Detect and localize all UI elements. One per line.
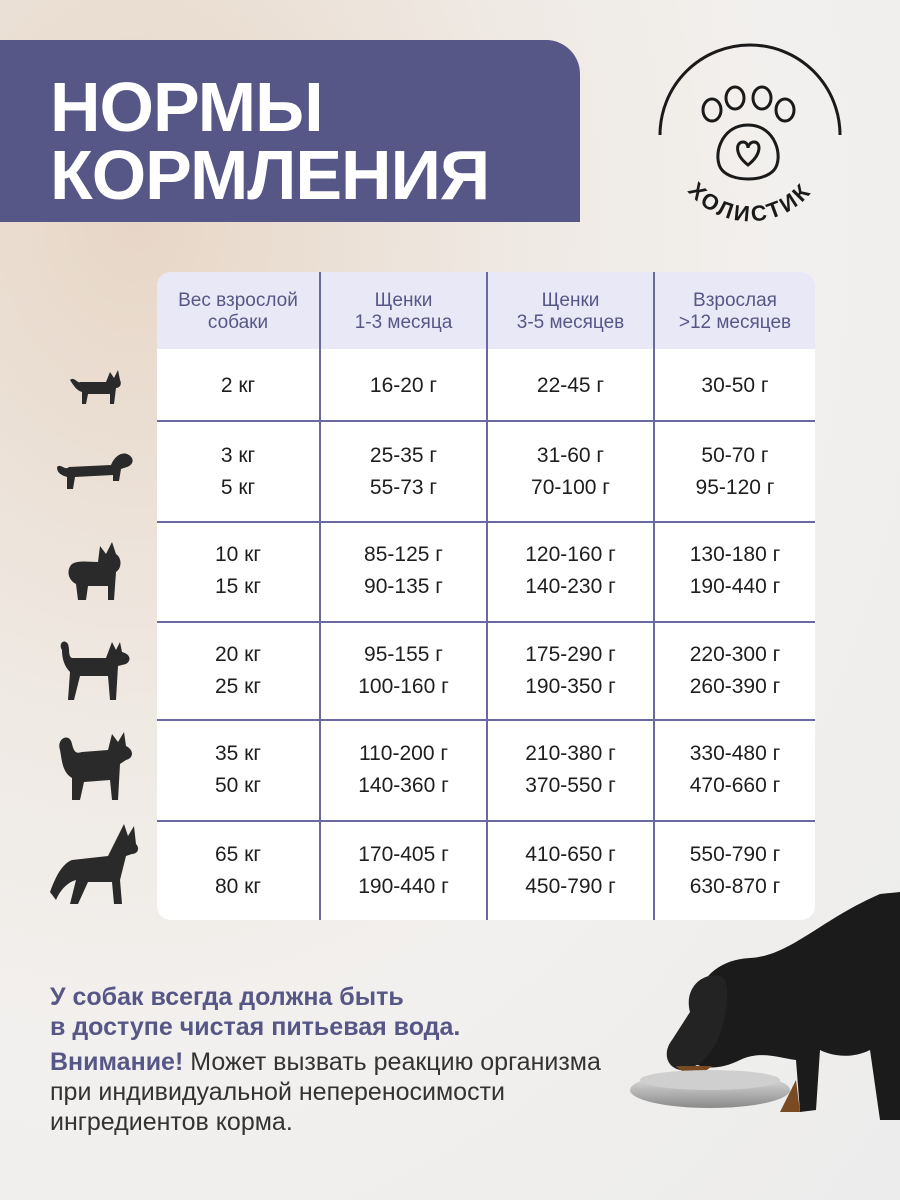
table-row-1-adult: 50-70 г 95-120 г [695, 444, 775, 499]
row-divider [157, 420, 815, 422]
table-row-0-weight: 2 кг [220, 374, 256, 397]
french-bulldog-icon [64, 540, 126, 604]
feeding-table [157, 272, 815, 920]
warning-text: Может вызвать реакцию организма при индивидуальной непереносимости ингредиентов корма. [50, 1048, 601, 1136]
table-row-4-p35: 210-380 г 370-550 г [525, 742, 616, 797]
warning-label: Внимание! [50, 1048, 184, 1076]
table-row-3-weight: 20 кг 25 кг [214, 643, 262, 698]
table-row-4-p13: 110-200 г 140-360 г [358, 742, 449, 797]
header-puppy-3-5: Щенки 3-5 месяцев [516, 290, 625, 333]
brand-name: ХОЛИСТИК [683, 177, 817, 227]
table-row-5-p13: 170-405 г 190-440 г [358, 843, 449, 898]
table-row-1-weight: 3 кг 5 кг [220, 444, 256, 499]
paw-heart-icon [703, 87, 794, 179]
page-title-line2: КОРМЛЕНИЯ [50, 136, 490, 214]
table-row-2-p13: 85-125 г 90-135 г [364, 543, 443, 598]
row-divider [157, 820, 815, 822]
table-row-5-adult: 550-790 г 630-870 г [689, 843, 781, 898]
table-row-2-weight: 10 кг 15 кг [214, 543, 262, 598]
header-adult: Взрослая >12 месяцев [678, 290, 792, 333]
table-row-3-p35: 175-290 г 190-350 г [525, 643, 616, 698]
brand-logo [650, 40, 850, 240]
table-row-5-p35: 410-650 г 450-790 г [525, 843, 616, 898]
rottweiler-photo [620, 880, 900, 1140]
table-row-0-adult: 30-50 г [701, 374, 769, 397]
husky-icon [56, 728, 136, 806]
medium-dog-icon [56, 636, 134, 704]
table-row-0-p35: 22-45 г [536, 374, 605, 397]
dachshund-icon [55, 445, 135, 495]
table-row-3-adult: 220-300 г 260-390 г [689, 643, 781, 698]
warning-note [50, 1047, 610, 1137]
table-row-2-adult: 130-180 г 190-440 г [689, 543, 781, 598]
row-divider [157, 719, 815, 721]
table-row-1-p35: 31-60 г 70-100 г [531, 444, 610, 499]
table-row-5-weight: 65 кг 80 кг [214, 843, 262, 898]
header-weight: Вес взрослой собаки [178, 290, 298, 333]
table-row-4-weight: 35 кг 50 кг [214, 742, 262, 797]
table-row-2-p35: 120-160 г 140-230 г [525, 543, 616, 598]
water-note: У собак всегда должна быть в доступе чистая питьевая вода. [50, 983, 461, 1041]
row-divider [157, 521, 815, 523]
table-row-0-p13: 16-20 г [369, 374, 438, 397]
svg-text:ХОЛИСТИК [683, 177, 816, 227]
shepherd-icon [48, 820, 142, 908]
page-title-line1: НОРМЫ [50, 68, 323, 146]
table-row-3-p13: 95-155 г 100-160 г [358, 643, 449, 698]
header-puppy-1-3: Щенки 1-3 месяца [354, 290, 453, 333]
toy-dog-icon [66, 366, 124, 408]
table-row-1-p13: 25-35 г 55-73 г [369, 444, 438, 499]
row-divider [157, 621, 815, 623]
table-row-4-adult: 330-480 г 470-660 г [689, 742, 781, 797]
